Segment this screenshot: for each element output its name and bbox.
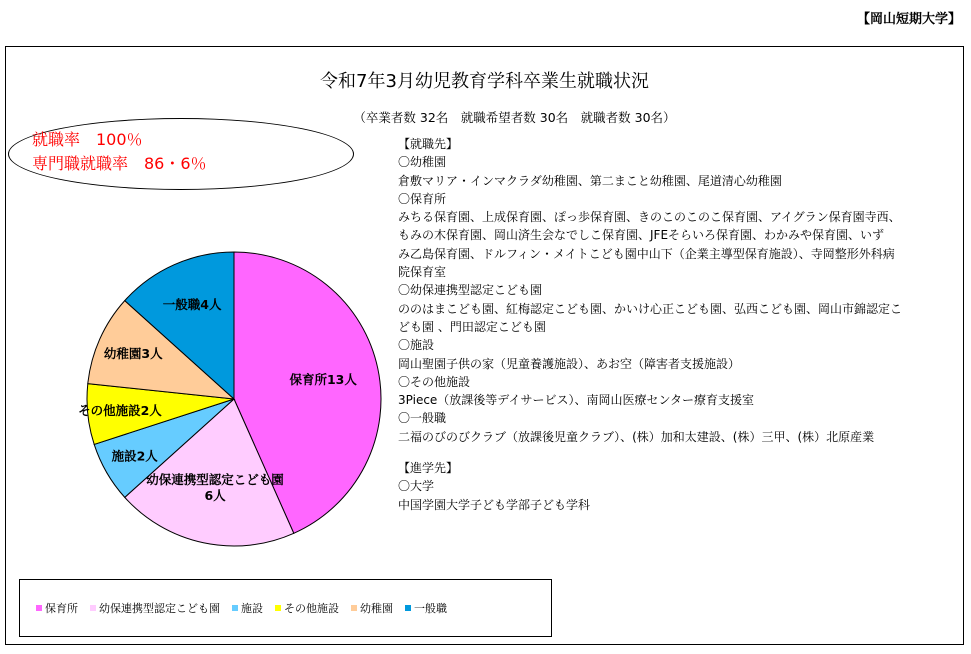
chart-title: 令和7年3月幼児教育学科卒業生就職状況	[320, 71, 649, 92]
legend-item	[36, 600, 78, 616]
legend-label: 一般職	[414, 602, 447, 615]
destination-line: みちる保育園、上成保育園、ぽっ歩保育園、きのこのこのこ保育園、アイグラン保育園寺西、	[398, 210, 901, 225]
legend-swatch	[90, 605, 96, 611]
pie-slice-label: 幼稚園3人	[103, 346, 163, 362]
legend-item	[232, 600, 263, 616]
legend-label: 幼保連携型認定こども園	[99, 602, 220, 615]
destination-line: 〇保育所	[398, 191, 447, 206]
legend-label: 保育所	[45, 602, 78, 615]
chart-legend	[19, 579, 552, 637]
destination-line: 倉敷マリア・インマクラダ幼稚園、第二まこと幼稚園、尾道清心幼稚園	[398, 173, 782, 188]
legend-swatch	[36, 605, 42, 611]
legend-label: その他施設	[284, 602, 339, 615]
legend-item	[90, 600, 220, 616]
legend-label: 幼稚園	[360, 602, 393, 615]
legend-swatch	[405, 605, 411, 611]
destination-line: み乙島保育園、ドルフィン・メイトこども園中山下（企業主導型保育施設）、寺岡整形外科病	[398, 246, 895, 261]
pie-slice-label: 保育所13人	[289, 372, 357, 388]
pie-slice-label: 施設2人	[111, 448, 158, 464]
destination-line: もみの木保育園、岡山済生会なでしこ保育園、JFEそらいろ保育園、わかみや保育園、いず	[398, 228, 885, 243]
pie-slice-label: その他施設2人	[78, 402, 162, 418]
destination-line	[398, 446, 953, 459]
destination-line: 院保育室	[398, 265, 447, 280]
destination-list	[398, 135, 953, 514]
destination-line: 【進学先】	[398, 461, 459, 476]
destination-line: 〇一般職	[398, 411, 447, 426]
destination-line: 〇幼稚園	[398, 155, 447, 170]
destination-line: 中国学園大学子ども学部子ども学科	[398, 497, 591, 512]
destination-line: 〇その他施設	[398, 374, 471, 389]
destination-line: ども園 、門田認定こども園	[398, 319, 546, 334]
destination-line: 〇大学	[398, 479, 435, 494]
chart-subtitle: （卒業者数 32名 就職希望者数 30名 就職者数 30名）	[353, 110, 676, 125]
destination-line: 岡山聖園子供の家（児童養護施設）、あお空（障害者支援施設）	[398, 356, 741, 371]
university-name: 【岡山短期大学】	[856, 12, 961, 27]
destination-line: 3Piece（放課後等デイサービス）、南岡山医療センター療育支援室	[398, 393, 754, 408]
destination-line: 〇施設	[398, 338, 435, 353]
legend-swatch	[275, 605, 281, 611]
legend-swatch	[232, 605, 238, 611]
destination-line: 二福のびのびクラブ（放課後児童クラブ）、(株）加和太建設、(株）三甲、(株）北原産業	[398, 429, 875, 444]
legend-swatch	[351, 605, 357, 611]
pie-slice-label: 6人	[204, 488, 226, 504]
chart-frame	[5, 46, 964, 645]
employment-rate: 就職率 100％	[32, 130, 143, 149]
specialist-employment-rate: 専門職就職率 86・6％	[32, 154, 207, 173]
pie-slice-label: 一般職4人	[162, 296, 222, 312]
legend-label: 施設	[241, 602, 263, 615]
pie-slice-label: 幼保連携型認定こども園	[146, 472, 284, 488]
destination-line: ののはまこども園、紅梅認定こども園、かいけ心正こども園、弘西こども園、岡山市錦認定こ	[398, 301, 903, 316]
legend-item	[405, 600, 447, 616]
destination-line: 〇幼保連携型認定こども園	[398, 283, 543, 298]
legend-item	[275, 600, 339, 616]
destination-line: 【就職先】	[398, 137, 459, 151]
legend-item	[351, 600, 393, 616]
